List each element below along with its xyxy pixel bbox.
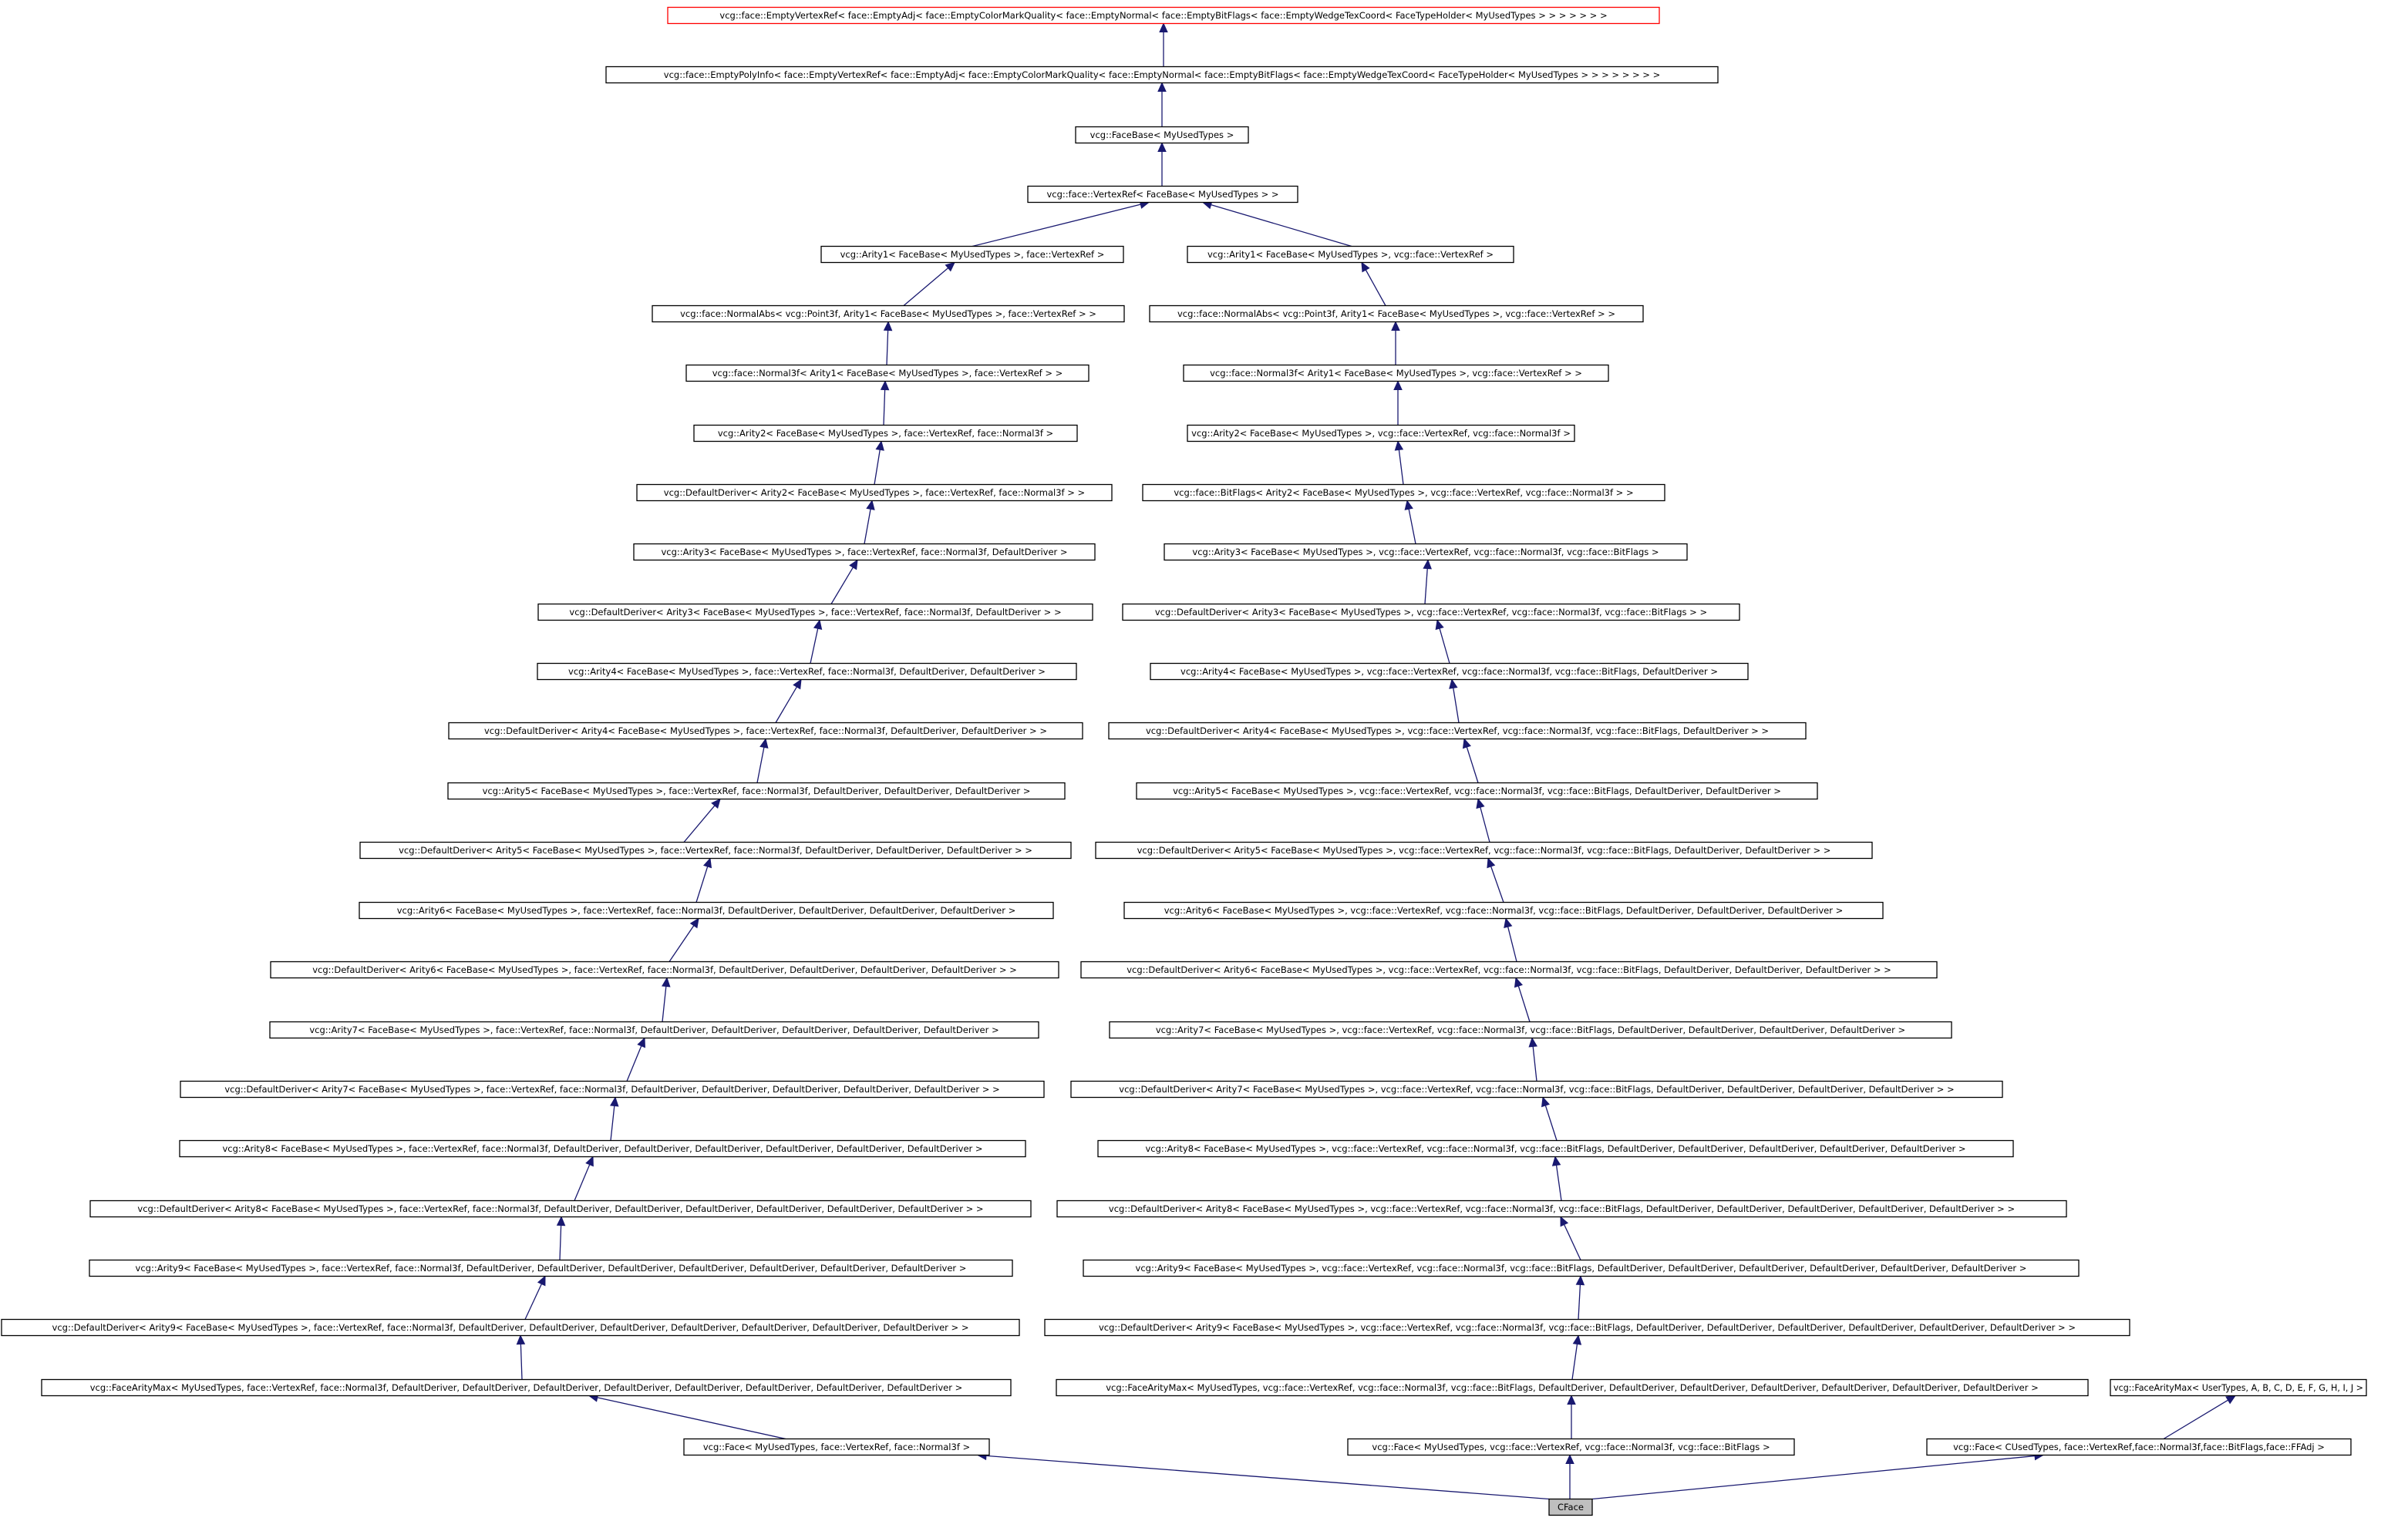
class-node[interactable] — [449, 723, 1083, 739]
class-node[interactable] — [1348, 1439, 1794, 1455]
class-node-label: vcg::Arity7< FaceBase< MyUsedTypes >, face::VertexRef, face::Normal3f, DefaultDeriver, DefaultDeriver, DefaultDeriver, DefaultDeriver, DefaultDeriver > — [309, 1025, 999, 1035]
inheritance-edge — [560, 1225, 561, 1260]
class-node[interactable] — [1081, 962, 1937, 978]
class-node[interactable] — [1164, 544, 1687, 560]
inheritance-edge — [986, 1455, 1549, 1499]
class-node-label: vcg::DefaultDeriver< Arity5< FaceBase< MyUsedTypes >, face::VertexRef, face::Normal3f, DefaultDeriver, DefaultDeriver, DefaultDeriver > > — [399, 845, 1032, 856]
inheritance-edge — [1425, 568, 1427, 604]
inheritance-arrowhead — [611, 1098, 618, 1106]
class-node-label: vcg::Arity9< FaceBase< MyUsedTypes >, vcg::face::VertexRef, vcg::face::Normal3f, vcg::face::BitFlags, DefaultDeriver, DefaultDeriver, DefaultDeriver, DefaultDeriver, DefaultDeriver, DefaultDeriver > — [1135, 1263, 2027, 1274]
inheritance-arrowhead — [1504, 919, 1512, 928]
class-node-label: vcg::Arity7< FaceBase< MyUsedTypes >, vcg::face::VertexRef, vcg::face::Normal3f, vcg::face::BitFlags, DefaultDeriver, DefaultDeriver, DefaultDeriver, DefaultDeriver > — [1155, 1025, 1906, 1035]
inheritance-edge — [662, 986, 666, 1021]
inheritance-edge — [1533, 1046, 1537, 1081]
class-node-label: vcg::face::VertexRef< FaceBase< MyUsedTypes > > — [1046, 189, 1279, 200]
inheritance-arrowhead — [586, 1157, 593, 1166]
class-node-label: vcg::DefaultDeriver< Arity8< FaceBase< MyUsedTypes >, vcg::face::VertexRef, vcg::face::Normal3f, vcg::face::BitFlags, DefaultDeriver, DefaultDeriver, DefaultDeriver, DefaultDeriver, DefaultDeriver > > — [1108, 1203, 2016, 1214]
inheritance-arrowhead — [691, 919, 699, 928]
class-node-label: vcg::Arity6< FaceBase< MyUsedTypes >, vcg::face::VertexRef, vcg::face::Normal3f, vcg::face::BitFlags, DefaultDeriver, DefaultDeriver, DefaultDeriver > — [1164, 905, 1844, 916]
class-node[interactable] — [42, 1380, 1011, 1396]
class-node-label: vcg::Face< MyUsedTypes, face::VertexRef, face::Normal3f > — [702, 1442, 971, 1452]
class-node-label: vcg::Arity4< FaceBase< MyUsedTypes >, face::VertexRef, face::Normal3f, DefaultDeriver, DefaultDeriver > — [568, 666, 1046, 677]
class-node[interactable] — [1109, 723, 1806, 739]
inheritance-arrowhead — [1568, 1396, 1575, 1405]
class-node[interactable] — [1137, 783, 1817, 799]
inheritance-edge — [1409, 509, 1416, 543]
class-node[interactable] — [1110, 1022, 1952, 1038]
class-node-label: vcg::face::Normal3f< Arity1< FaceBase< MyUsedTypes >, face::VertexRef > > — [712, 368, 1063, 379]
inheritance-edge — [611, 1105, 615, 1140]
inheritance-arrowhead — [1542, 1098, 1550, 1107]
inheritance-edge — [2164, 1400, 2228, 1439]
inheritance-edge — [1440, 628, 1450, 663]
inheritance-edges — [517, 24, 2235, 1499]
class-node-label: vcg::DefaultDeriver< Arity7< FaceBase< MyUsedTypes >, vcg::face::VertexRef, vcg::face::Normal3f, vcg::face::BitFlags, DefaultDeriver, DefaultDeriver, DefaultDeriver, DefaultDeriver > > — [1119, 1084, 1955, 1095]
class-node[interactable] — [1927, 1439, 2351, 1455]
class-node-label: vcg::face::Normal3f< Arity1< FaceBase< MyUsedTypes >, vcg::face::VertexRef > > — [1210, 368, 1582, 379]
inheritance-edge — [1545, 1105, 1557, 1141]
class-node[interactable] — [360, 843, 1071, 859]
class-node-label: vcg::DefaultDeriver< Arity6< FaceBase< MyUsedTypes >, face::VertexRef, face::Normal3f, DefaultDeriver, DefaultDeriver, DefaultDeriver, DefaultDeriver > > — [312, 964, 1017, 975]
class-node-label: vcg::DefaultDeriver< Arity3< FaceBase< MyUsedTypes >, face::VertexRef, face::Normal3f, DefaultDeriver > > — [569, 607, 1062, 617]
inheritance-edge — [1211, 205, 1352, 247]
class-node-root[interactable] — [668, 8, 1659, 24]
class-node-label: CFace — [1557, 1502, 1585, 1513]
inheritance-edge — [884, 389, 885, 425]
inheritance-edge — [1467, 747, 1478, 783]
class-node[interactable] — [359, 903, 1053, 919]
inheritance-edge — [831, 567, 853, 604]
inheritance-edge — [1453, 688, 1459, 722]
inheritance-edge — [904, 268, 948, 306]
class-node-label: vcg::face::BitFlags< Arity2< FaceBase< MyUsedTypes >, vcg::face::VertexRef, vcg::face::Normal3f > > — [1174, 487, 1634, 498]
class-node[interactable] — [1076, 127, 1248, 143]
inheritance-arrowhead — [1405, 501, 1413, 510]
class-node-label: vcg::FaceArityMax< MyUsedTypes, vcg::face::VertexRef, vcg::face::Normal3f, vcg::face::BitFlags, DefaultDeriver, DefaultDeriver, DefaultDeriver, DefaultDeriver, DefaultDeriver, DefaultDeriver, DefaultDeriver > — [1106, 1382, 2039, 1393]
class-node-label: vcg::FaceArityMax< MyUsedTypes, face::VertexRef, face::Normal3f, DefaultDeriver, DefaultDeriver, DefaultDeriver, DefaultDeriver, DefaultDeriver, DefaultDeriver, DefaultDeriver, DefaultDeriver > — [89, 1382, 963, 1393]
class-node[interactable] — [694, 426, 1077, 442]
inheritance-arrowhead — [793, 680, 801, 689]
class-node[interactable] — [180, 1141, 1026, 1157]
class-node-label: vcg::Arity6< FaceBase< MyUsedTypes >, face::VertexRef, face::Normal3f, DefaultDeriver, DefaultDeriver, DefaultDeriver, DefaultDeriver > — [396, 905, 1016, 916]
class-node-label: vcg::Arity8< FaceBase< MyUsedTypes >, vcg::face::VertexRef, vcg::face::Normal3f, vcg::face::BitFlags, DefaultDeriver, DefaultDeriver, DefaultDeriver, DefaultDeriver, DefaultDeriver > — [1145, 1143, 1966, 1154]
inheritance-arrowhead — [876, 442, 884, 451]
inheritance-arrowhead — [1529, 1038, 1537, 1047]
inheritance-edge — [810, 628, 818, 663]
class-node-label: vcg::DefaultDeriver< Arity8< FaceBase< MyUsedTypes >, face::VertexRef, face::Normal3f, DefaultDeriver, DefaultDeriver, DefaultDeriver, DefaultDeriver, DefaultDeriver, DefaultDeriver > > — [137, 1203, 984, 1214]
inheritance-arrowhead — [881, 382, 889, 390]
inheritance-edge — [1366, 270, 1386, 305]
class-node-label: vcg::FaceArityMax< UserTypes, A, B, C, D, E, F, G, H, I, J > — [2113, 1382, 2363, 1393]
inheritance-edge — [776, 687, 796, 723]
class-node-label: vcg::face::EmptyPolyInfo< face::EmptyVertexRef< face::EmptyAdj< face::EmptyColorMarkQuality< face::EmptyNormal< face::EmptyBitFlags< face::EmptyWedgeTexCoord< FaceTypeHolder< MyUsedTypes > > > > > > > > — [663, 69, 1661, 80]
class-node-label: vcg::Face< CUsedTypes, face::VertexRef,face::Normal3f,face::BitFlags,face::FFAdj > — [1953, 1442, 2325, 1452]
inheritance-arrowhead — [1553, 1157, 1561, 1166]
class-node-label: vcg::Arity5< FaceBase< MyUsedTypes >, face::VertexRef, face::Normal3f, DefaultDeriver, DefaultDeriver, DefaultDeriver > — [482, 786, 1031, 796]
class-node-label: vcg::Arity2< FaceBase< MyUsedTypes >, vcg::face::VertexRef, vcg::face::Normal3f > — [1191, 428, 1571, 439]
inheritance-arrowhead — [945, 263, 955, 271]
class-node-cface[interactable] — [1549, 1499, 1592, 1516]
inheritance-arrowhead — [2226, 1396, 2235, 1404]
class-node[interactable] — [821, 247, 1123, 263]
class-node[interactable] — [89, 1260, 1012, 1277]
inheritance-arrowhead — [1395, 442, 1403, 451]
class-node[interactable] — [180, 1082, 1044, 1098]
inheritance-edge — [1578, 1284, 1580, 1319]
inheritance-arrowhead — [1487, 859, 1494, 868]
class-node[interactable] — [1187, 426, 1574, 442]
class-node[interactable] — [2, 1320, 1019, 1336]
class-node[interactable] — [652, 306, 1124, 322]
inheritance-arrowhead — [1158, 83, 1166, 92]
class-node[interactable] — [1083, 1260, 2079, 1277]
class-node[interactable] — [1150, 664, 1748, 680]
class-node[interactable] — [1045, 1320, 2130, 1336]
class-node[interactable] — [1028, 187, 1298, 203]
class-node[interactable] — [1150, 306, 1643, 322]
inheritance-arrowhead — [814, 621, 822, 630]
class-node-label: vcg::Arity4< FaceBase< MyUsedTypes >, vcg::face::VertexRef, vcg::face::Normal3f, vcg::face::BitFlags, DefaultDeriver > — [1180, 666, 1718, 677]
inheritance-arrowhead — [1158, 143, 1166, 152]
inheritance-arrowhead — [1515, 978, 1523, 988]
class-node[interactable] — [1098, 1141, 2013, 1157]
class-node-label: vcg::DefaultDeriver< Arity5< FaceBase< MyUsedTypes >, vcg::face::VertexRef, vcg::face::Normal3f, vcg::face::BitFlags, DefaultDeriver, DefaultDeriver > > — [1137, 845, 1831, 856]
inheritance-edge — [1564, 1224, 1581, 1260]
inheritance-edge — [1572, 1344, 1577, 1379]
inheritance-edge — [1557, 1165, 1561, 1200]
inheritance-edge — [1399, 449, 1403, 484]
class-node[interactable] — [2110, 1380, 2366, 1396]
inheritance-edge — [1518, 986, 1530, 1022]
inheritance-arrowhead — [1477, 799, 1484, 809]
inheritance-arrowhead — [867, 501, 874, 510]
inheritance-edge — [864, 509, 871, 543]
class-node[interactable] — [684, 1439, 989, 1455]
inheritance-arrowhead — [517, 1336, 524, 1344]
inheritance-edge — [1592, 1456, 2035, 1499]
inheritance-arrowhead — [638, 1038, 645, 1048]
class-node[interactable] — [1184, 365, 1608, 382]
class-node[interactable] — [1143, 485, 1665, 501]
inheritance-edge — [520, 1344, 522, 1379]
inheritance-edge — [972, 204, 1140, 246]
inheritance-arrowhead — [1450, 680, 1457, 689]
class-node[interactable] — [686, 365, 1089, 382]
inheritance-arrowhead — [1566, 1455, 1574, 1464]
class-node-label: vcg::DefaultDeriver< Arity9< FaceBase< MyUsedTypes >, face::VertexRef, face::Normal3f, DefaultDeriver, DefaultDeriver, DefaultDeriver, DefaultDeriver, DefaultDeriver, DefaultDeriver, DefaultDeriver > > — [52, 1322, 969, 1333]
inheritance-edge — [874, 449, 880, 484]
class-node-label: vcg::Arity9< FaceBase< MyUsedTypes >, face::VertexRef, face::Normal3f, DefaultDeriver, DefaultDeriver, DefaultDeriver, DefaultDeriver, DefaultDeriver, DefaultDeriver, DefaultDeriver > — [135, 1263, 967, 1274]
class-node-label: vcg::Arity2< FaceBase< MyUsedTypes >, face::VertexRef, face::Normal3f > — [717, 428, 1054, 439]
inheritance-arrowhead — [1561, 1217, 1568, 1227]
class-node[interactable] — [537, 664, 1076, 680]
inheritance-arrowhead — [884, 322, 892, 331]
inheritance-edge — [1491, 866, 1504, 903]
inheritance-edge — [696, 866, 708, 903]
class-node-label: vcg::face::EmptyVertexRef< face::EmptyAdj< face::EmptyColorMarkQuality< face::EmptyNormal< face::EmptyBitFlags< face::EmptyWedgeTexCoord< FaceTypeHolder< MyUsedTypes > > > > > > > — [719, 10, 1608, 21]
class-node[interactable] — [1124, 903, 1883, 919]
class-node-label: vcg::Arity3< FaceBase< MyUsedTypes >, face::VertexRef, face::Normal3f, DefaultDeriver > — [661, 547, 1068, 557]
class-node[interactable] — [270, 1022, 1039, 1038]
inheritance-arrowhead — [1463, 739, 1471, 749]
inheritance-arrowhead — [704, 859, 712, 868]
class-node-label: vcg::DefaultDeriver< Arity2< FaceBase< MyUsedTypes >, face::VertexRef, face::Normal3f > > — [663, 487, 1086, 498]
class-node-label: vcg::DefaultDeriver< Arity4< FaceBase< MyUsedTypes >, vcg::face::VertexRef, vcg::face::Normal3f, vcg::face::BitFlags, DefaultDeriver > > — [1145, 725, 1770, 736]
inheritance-arrowhead — [662, 978, 670, 987]
inheritance-arrowhead — [1160, 24, 1167, 32]
inheritance-arrowhead — [760, 739, 768, 749]
inheritance-arrowhead — [538, 1277, 545, 1286]
class-node-label: vcg::Arity1< FaceBase< MyUsedTypes >, face::VertexRef > — [840, 249, 1105, 260]
class-node-label: vcg::face::NormalAbs< vcg::Point3f, Arity1< FaceBase< MyUsedTypes >, face::VertexRef > > — [680, 308, 1096, 319]
class-node[interactable] — [1057, 1201, 2066, 1217]
class-node-label: vcg::DefaultDeriver< Arity3< FaceBase< MyUsedTypes >, vcg::face::VertexRef, vcg::face::Normal3f, vcg::face::BitFlags > > — [1154, 607, 1708, 617]
class-node[interactable] — [90, 1201, 1031, 1217]
inheritance-edge — [525, 1284, 541, 1319]
inheritance-arrowhead — [1362, 263, 1369, 272]
class-node-label: vcg::Arity5< FaceBase< MyUsedTypes >, vcg::face::VertexRef, vcg::face::Normal3f, vcg::face::BitFlags, DefaultDeriver, DefaultDeriver > — [1173, 786, 1781, 796]
class-node-label: vcg::DefaultDeriver< Arity9< FaceBase< MyUsedTypes >, vcg::face::VertexRef, vcg::face::Normal3f, vcg::face::BitFlags, DefaultDeriver, DefaultDeriver, DefaultDeriver, DefaultDeriver, DefaultDeriver, DefaultDeriver > > — [1099, 1322, 2076, 1333]
inheritance-arrowhead — [850, 560, 857, 570]
inheritance-arrowhead — [1394, 382, 1402, 390]
class-node[interactable] — [606, 67, 1718, 83]
class-node-label: vcg::DefaultDeriver< Arity6< FaceBase< MyUsedTypes >, vcg::face::VertexRef, vcg::face::Normal3f, vcg::face::BitFlags, DefaultDeriver, DefaultDeriver, DefaultDeriver > > — [1127, 964, 1891, 975]
inheritance-arrowhead — [1436, 621, 1443, 630]
class-node[interactable] — [1056, 1380, 2088, 1396]
class-node[interactable] — [1123, 604, 1739, 621]
inheritance-arrowhead — [1392, 322, 1399, 331]
inheritance-arrowhead — [557, 1217, 565, 1226]
class-node-label: vcg::FaceBase< MyUsedTypes > — [1089, 130, 1234, 140]
inheritance-arrowhead — [712, 799, 720, 809]
class-node[interactable] — [1187, 247, 1514, 263]
inheritance-edge — [757, 747, 764, 782]
class-node[interactable] — [448, 783, 1065, 799]
class-node-label: vcg::Arity8< FaceBase< MyUsedTypes >, face::VertexRef, face::Normal3f, DefaultDeriver, DefaultDeriver, DefaultDeriver, DefaultDeriver, DefaultDeriver, DefaultDeriver > — [222, 1143, 983, 1154]
class-node[interactable] — [538, 604, 1093, 621]
inheritance-edge — [627, 1046, 642, 1082]
inheritance-arrowhead — [1423, 560, 1431, 569]
class-nodes — [2, 8, 2366, 1516]
class-node[interactable] — [1071, 1082, 2002, 1098]
class-node-label: vcg::DefaultDeriver< Arity4< FaceBase< MyUsedTypes >, face::VertexRef, face::Normal3f, DefaultDeriver, DefaultDeriver > > — [484, 725, 1047, 736]
inheritance-edge — [669, 926, 694, 962]
inheritance-edge — [1508, 927, 1517, 961]
inheritance-arrowhead — [1576, 1277, 1584, 1285]
class-node-label: vcg::face::NormalAbs< vcg::Point3f, Arity1< FaceBase< MyUsedTypes >, vcg::face::VertexRef > > — [1177, 308, 1615, 319]
inheritance-edge — [574, 1165, 590, 1201]
inheritance-edge — [887, 330, 888, 365]
inheritance-arrowhead — [1574, 1336, 1581, 1345]
inheritance-edge — [1480, 807, 1490, 842]
inheritance-edge — [684, 806, 715, 843]
class-node-label: vcg::DefaultDeriver< Arity7< FaceBase< MyUsedTypes >, face::VertexRef, face::Normal3f, DefaultDeriver, DefaultDeriver, DefaultDeriver, DefaultDeriver, DefaultDeriver > > — [224, 1084, 1000, 1095]
class-node-label: vcg::Arity3< FaceBase< MyUsedTypes >, vcg::face::VertexRef, vcg::face::Normal3f, vcg::face::BitFlags > — [1192, 547, 1659, 557]
class-node-label: vcg::Face< MyUsedTypes, vcg::face::VertexRef, vcg::face::Normal3f, vcg::face::BitFlags > — [1372, 1442, 1770, 1452]
class-node-label: vcg::Arity1< FaceBase< MyUsedTypes >, vcg::face::VertexRef > — [1207, 249, 1494, 260]
class-node[interactable] — [271, 962, 1059, 978]
class-node[interactable] — [637, 485, 1112, 501]
class-node[interactable] — [634, 544, 1095, 560]
class-node[interactable] — [1096, 843, 1872, 859]
inheritance-edge — [598, 1398, 786, 1439]
